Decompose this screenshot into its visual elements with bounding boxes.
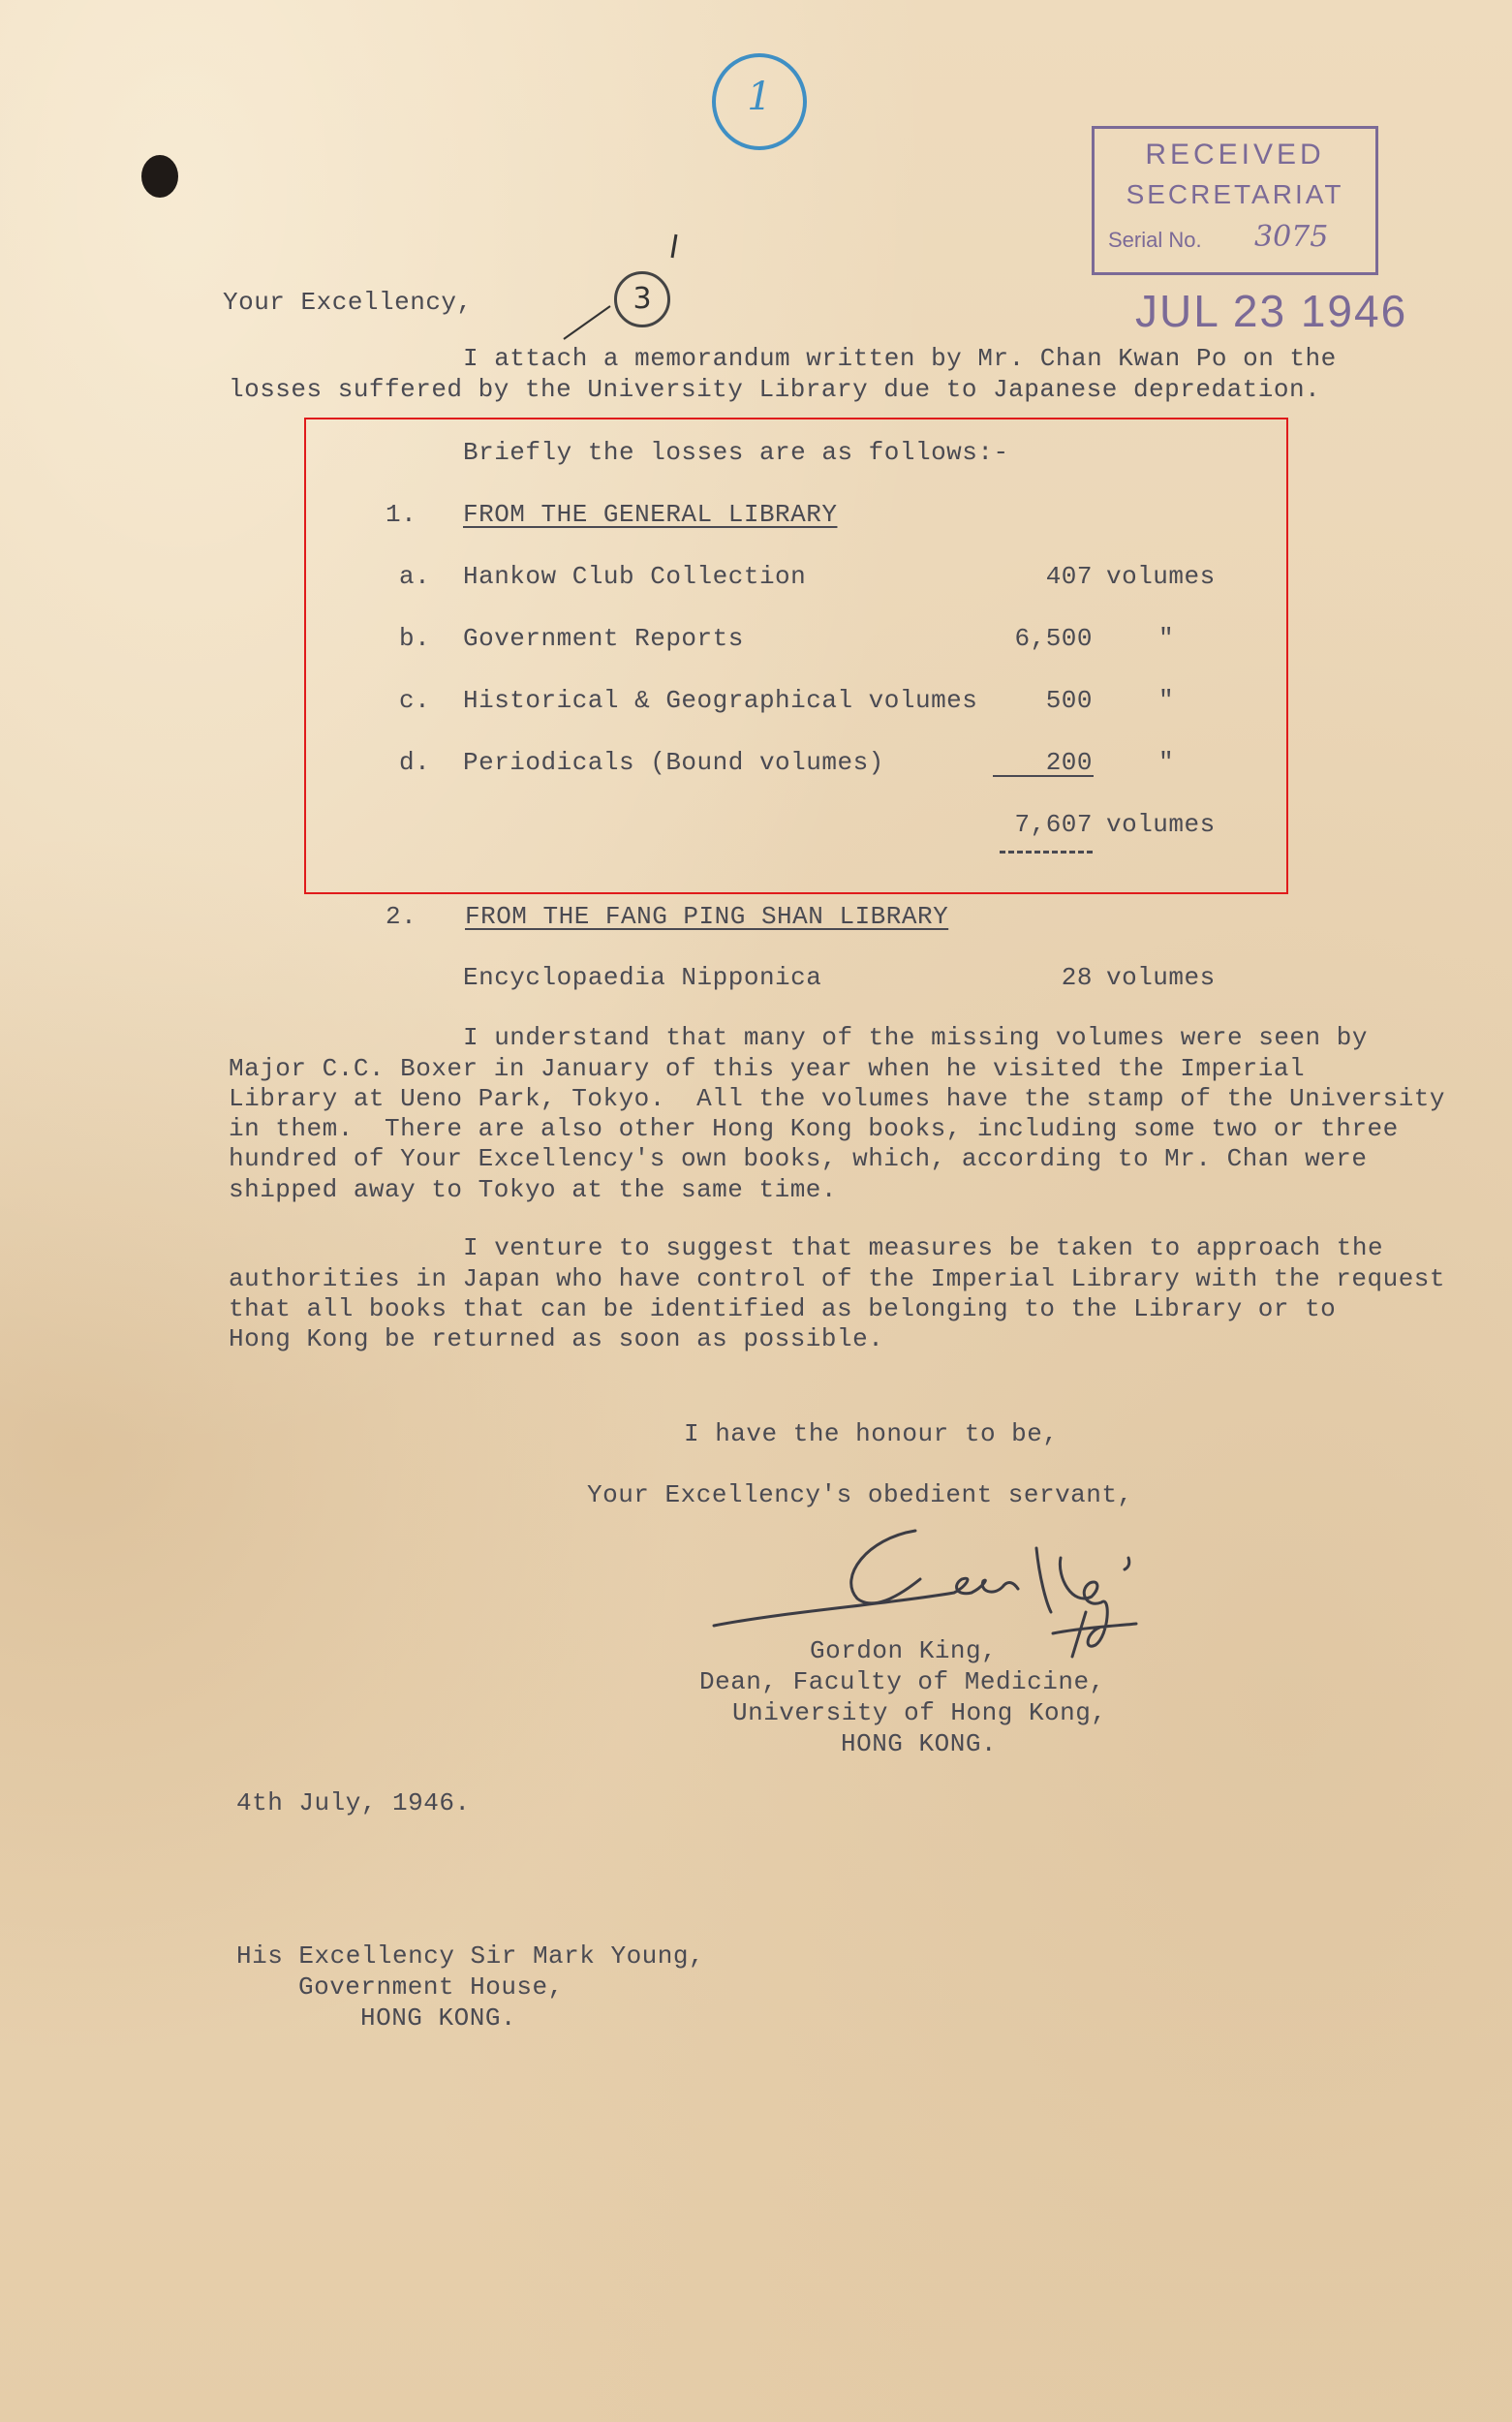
- item-unit: volumes: [1106, 562, 1216, 591]
- item-label: Periodicals (Bound volumes): [463, 748, 884, 777]
- stamp-serial-label: Serial No.: [1108, 228, 1202, 252]
- section-2-heading: FROM THE FANG PING SHAN LIBRARY: [465, 902, 949, 931]
- letter-date: 4th July, 1946.: [236, 1788, 471, 1817]
- page-number: 1: [747, 75, 772, 119]
- section-1-heading: FROM THE GENERAL LIBRARY: [463, 500, 838, 529]
- paragraph-1-line: I understand that many of the missing volumes were seen by: [463, 1023, 1368, 1052]
- briefly-line: Briefly the losses are as follows:-: [463, 438, 1009, 467]
- item-unit: ": [1158, 624, 1175, 653]
- signer-name: Gordon King,: [810, 1636, 998, 1665]
- item-amount: 200: [1045, 748, 1093, 777]
- item-label: Government Reports: [463, 624, 744, 653]
- paragraph-2-line: authorities in Japan who have control of the Imperial Library with the request: [229, 1264, 1445, 1293]
- paragraph-1-line: Library at Ueno Park, Tokyo. All the volumes have the stamp of the University: [229, 1084, 1445, 1113]
- signer-city: HONG KONG.: [841, 1729, 998, 1758]
- item-amount: 407: [1045, 562, 1093, 591]
- item-letter: a.: [399, 562, 431, 591]
- total-amount: 7,607: [1014, 810, 1093, 839]
- addressee-line-3: HONG KONG.: [360, 2003, 517, 2033]
- addressee-line-2: Government House,: [298, 1972, 564, 2002]
- section-2-number: 2.: [386, 902, 417, 931]
- salutation: Your Excellency,: [223, 288, 473, 317]
- paragraph-2-line: Hong Kong be returned as soon as possible.: [229, 1324, 884, 1353]
- item-unit: ": [1158, 748, 1175, 777]
- received-stamp: [1092, 126, 1378, 275]
- paragraph-1-line: in them. There are also other Hong Kong books, including some two or three: [229, 1114, 1399, 1143]
- item-amount: 500: [1045, 686, 1093, 715]
- stamp-received: RECEIVED: [1145, 139, 1325, 171]
- intro-line-1: I attach a memorandum written by Mr. Chan Kwan Po on the: [463, 344, 1337, 373]
- stamp-serial-value: 3075: [1254, 220, 1329, 254]
- signer-organization: University of Hong Kong,: [732, 1698, 1107, 1727]
- circled-page-number: [712, 53, 807, 150]
- paragraph-2-line: I venture to suggest that measures be taken to approach the: [463, 1233, 1384, 1262]
- item-letter: c.: [399, 686, 431, 715]
- closing-line-2: Your Excellency's obedient servant,: [587, 1480, 1133, 1509]
- date-stamp: JUL 23 1946: [1135, 286, 1408, 336]
- item-unit: ": [1158, 686, 1175, 715]
- paragraph-1-line: hundred of Your Excellency's own books, which, according to Mr. Chan were: [229, 1144, 1368, 1173]
- section-2-item-amount: 28: [1061, 963, 1093, 992]
- section-2-item-label: Encyclopaedia Nipponica: [463, 963, 822, 992]
- paragraph-1-line: shipped away to Tokyo at the same time.: [229, 1175, 837, 1204]
- total-unit: volumes: [1106, 810, 1216, 839]
- item-amount: 6,500: [1014, 624, 1093, 653]
- item-letter: d.: [399, 748, 431, 777]
- closing-line-1: I have the honour to be,: [684, 1419, 1059, 1448]
- item-label: Hankow Club Collection: [463, 562, 807, 591]
- punch-hole: [141, 155, 178, 198]
- paragraph-2-line: that all books that can be identified as belonging to the Library or to: [229, 1294, 1337, 1323]
- section-2-item-unit: volumes: [1106, 963, 1216, 992]
- addressee-line-1: His Excellency Sir Mark Young,: [236, 1941, 705, 1971]
- paragraph-1-line: Major C.C. Boxer in January of this year when he visited the Imperial: [229, 1054, 1306, 1083]
- sum-rule: [993, 775, 1094, 777]
- intro-line-2: losses suffered by the University Library due to Japanese depredation.: [229, 375, 1321, 404]
- section-1-number: 1.: [386, 500, 417, 529]
- stamp-secretariat: SECRETARIAT: [1126, 179, 1344, 209]
- circled-reference-number: 3: [614, 271, 670, 327]
- signer-title: Dean, Faculty of Medicine,: [699, 1667, 1105, 1696]
- item-label: Historical & Geographical volumes: [463, 686, 978, 715]
- total-double-rule: [1000, 851, 1093, 854]
- item-letter: b.: [399, 624, 431, 653]
